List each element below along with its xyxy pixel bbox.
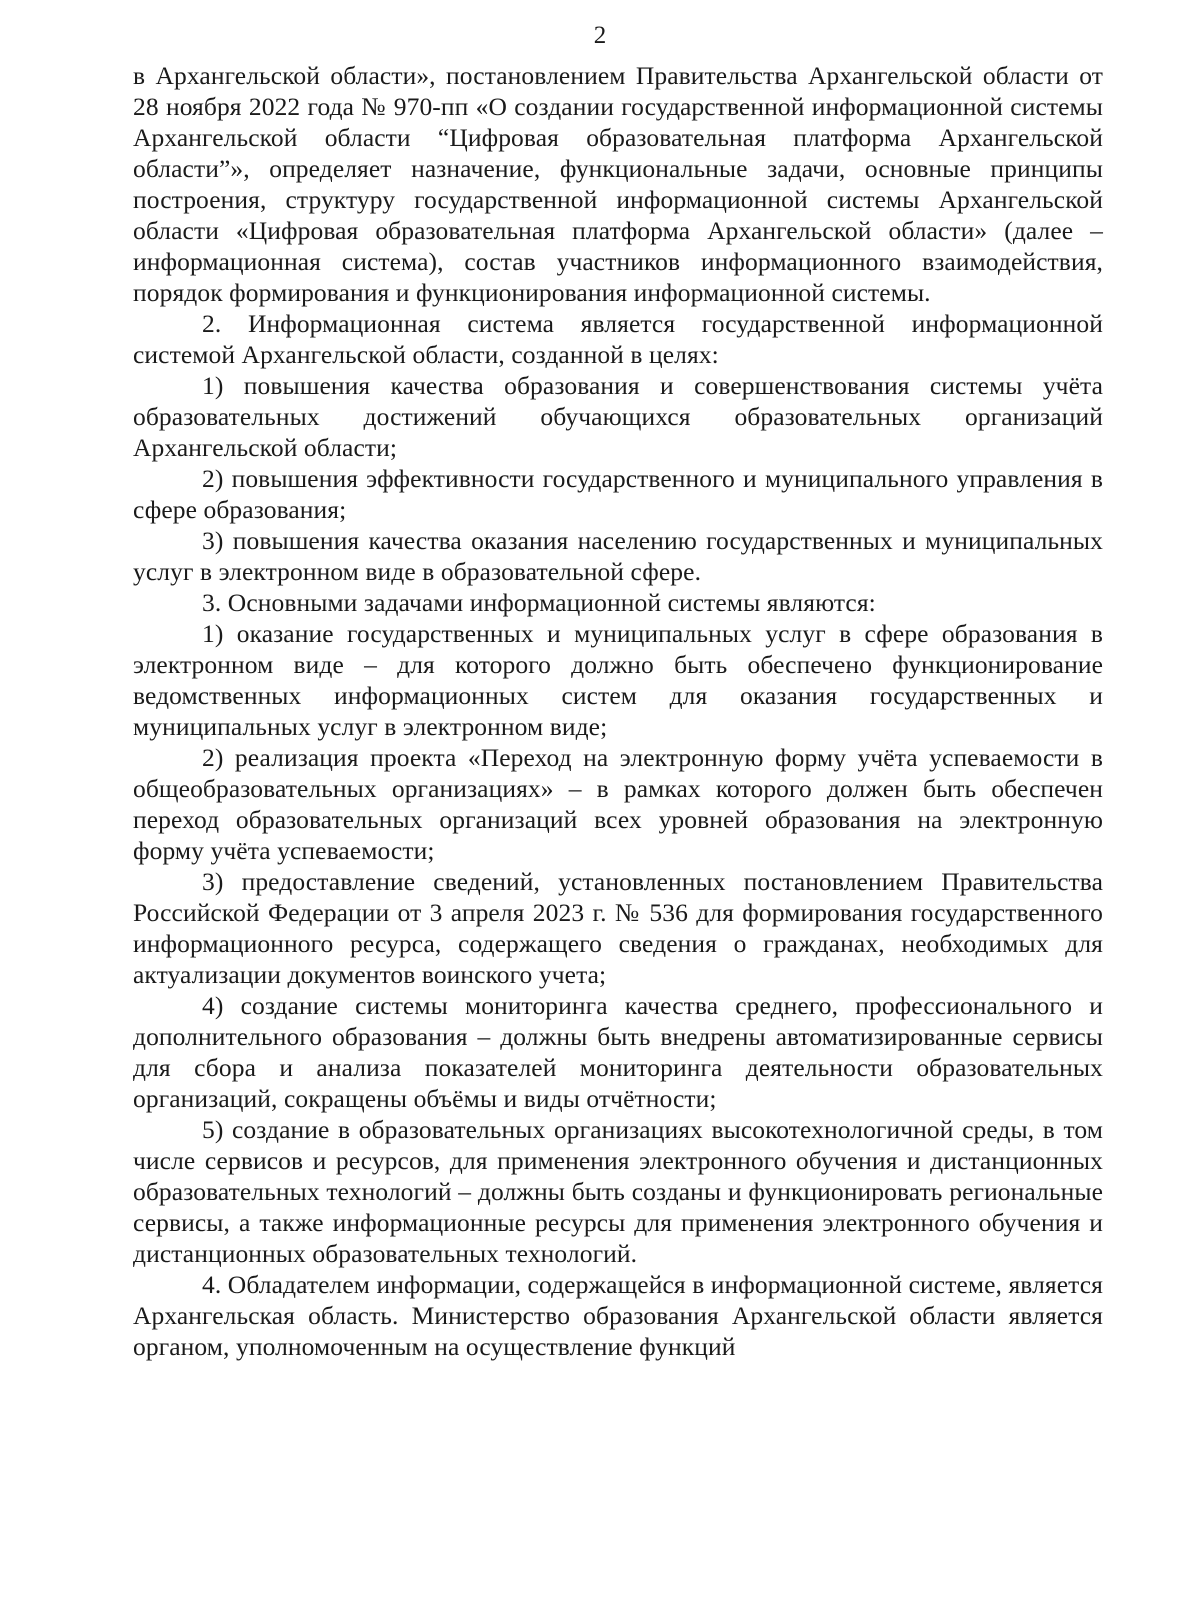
paragraph-goal-3: 3) повышения качества оказания населению государственных и муниципальных услуг в электронном виде в образовательной сфере. [133, 526, 1103, 586]
document-body [133, 60, 1103, 1362]
paragraph-item-3: 3. Основными задачами информационной системы являются: [202, 588, 876, 617]
paragraph-goal-1: 1) повышения качества образования и совершенствования системы учёта образовательных достижений обучающихся образовательных организаций Архангельской области; [133, 371, 1103, 462]
page-number: 2 [593, 22, 607, 49]
paragraph-item-2: 2. Информационная система является государственной информационной системой Архангельской области, созданной в целях: [133, 309, 1103, 369]
paragraph-goal-2: 2) повышения эффективности государственного и муниципального управления в сфере образования; [133, 464, 1103, 524]
paragraph-task-5: 5) создание в образовательных организациях высокотехнологичной среды, в том числе сервисов и ресурсов, для применения электронного обучения и дистанционных образовательных технологий – должны быть созданы и функционировать региональные сервисы, а также информационные ресурсы для применения электронного обучения и дистанционных образовательных технологий. [133, 1115, 1103, 1268]
paragraph-continuation: в Архангельской области», постановлением Правительства Архангельской области от 28 ноября 2022 года № 970-пп «О создании государственной информационной системы Архангельской области “Цифровая образовательная платформа Архангельской области”», определяет назначение, функциональные задачи, основные принципы построения, структуру государственной информационной системы Архангельской области «Цифровая образовательная платформа Архангельской области» (далее – информационная система), состав участников информационного взаимодействия, порядок формирования и функционирования информационной системы. [133, 61, 1103, 307]
paragraph-task-2: 2) реализация проекта «Переход на электронную форму учёта успеваемости в общеобразовательных организациях» – в рамках которого должен быть обеспечен переход образовательных организаций всех уровней образования на электронную форму учёта успеваемости; [133, 743, 1103, 865]
paragraph-task-4: 4) создание системы мониторинга качества среднего, профессионального и дополнительного образования – должны быть внедрены автоматизированные сервисы для сбора и анализа показателей мониторинга деятельности образовательных организаций, сокращены объёмы и виды отчётности; [133, 991, 1103, 1113]
paragraph-item-4: 4. Обладателем информации, содержащейся в информационной системе, является Архангельская область. Министерство образования Архангельской области является органом, уполномоченным на осуществление функций [133, 1270, 1103, 1361]
paragraph-task-1: 1) оказание государственных и муниципальных услуг в сфере образования в электронном виде – для которого должно быть обеспечено функционирование ведомственных информационных систем для оказания государственных и муниципальных услуг в электронном виде; [133, 619, 1103, 741]
paragraph-task-3: 3) предоставление сведений, установленных постановлением Правительства Российской Федерации от 3 апреля 2023 г. № 536 для формирования государственного информационного ресурса, содержащего сведения о гражданах, необходимых для актуализации документов воинского учета; [133, 867, 1103, 989]
